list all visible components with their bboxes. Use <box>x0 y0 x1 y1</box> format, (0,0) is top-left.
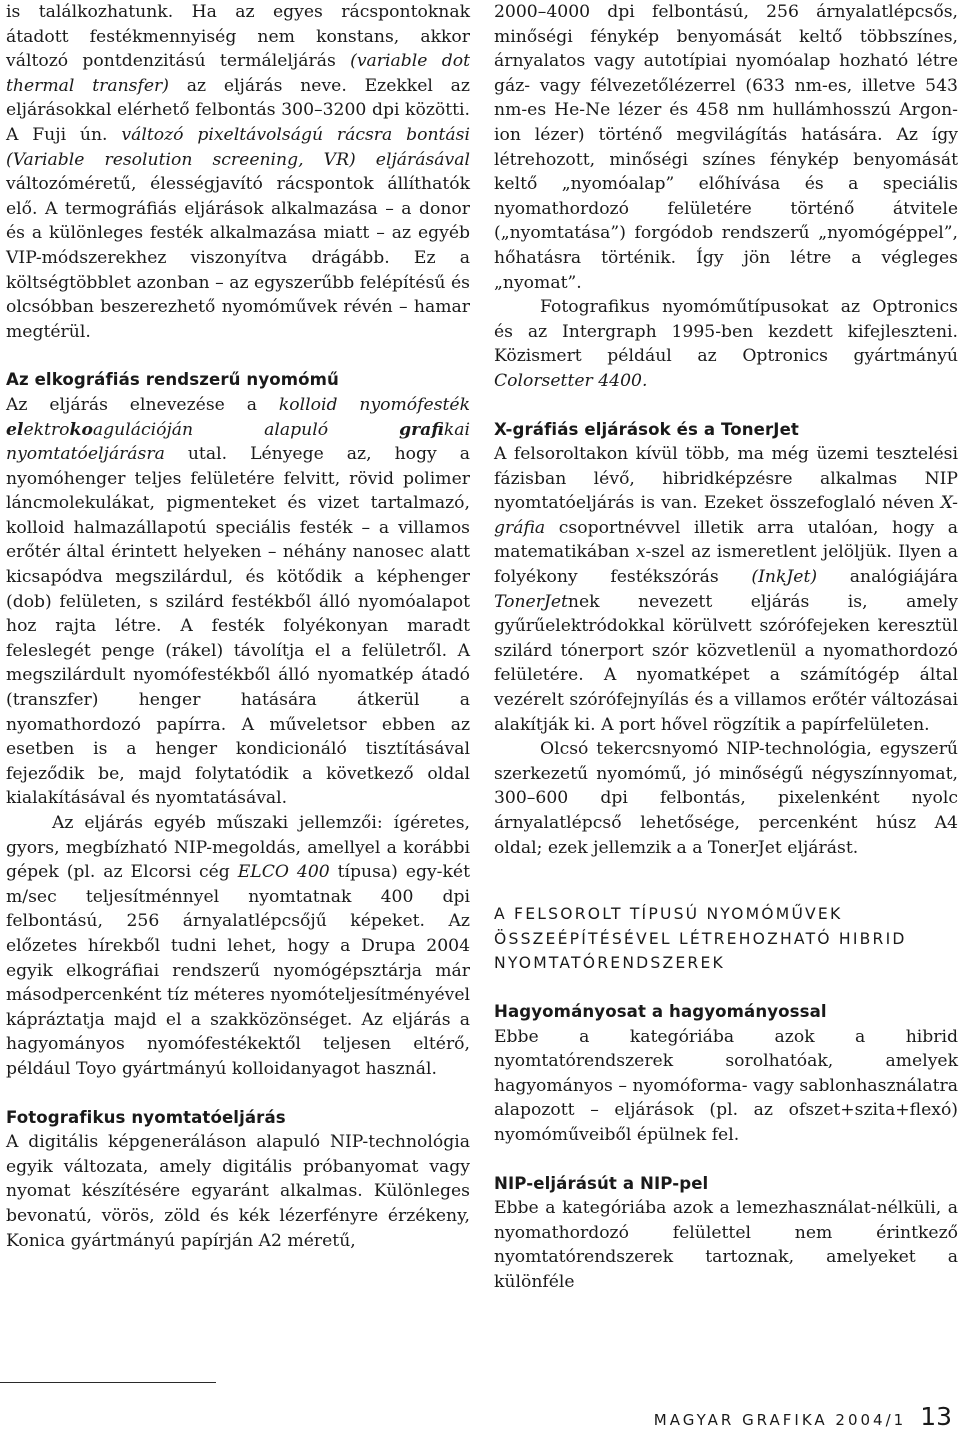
text-run: változóméretű, élességjavító rácspontok állíthatók elő. A termográfiás eljárások alkalmazása – a donor és a különleges festék alkalmazása miatt – az egyéb VIP-módszerekhez viszonyítva drágább. Ez a költségtöbblet azonban – az egyszerűbb felépítésű és olcsóbban beszerezhető nyomóművek révén – hamar megtérül. <box>6 174 470 342</box>
text-run-highlight: ko <box>69 419 93 440</box>
section-heading-hagyomanyos: Hagyományosat a hagyományossal <box>494 1001 827 1021</box>
text-run-highlight: grafi <box>399 419 444 440</box>
right-column <box>494 0 958 1295</box>
paragraph <box>6 393 470 811</box>
text-run-italic: (InkJet) <box>751 567 818 588</box>
text-run: Az eljárás egyéb műszaki jellemzői: ígéretes, gyors, megbízható NIP-megoldás, amellyel a korábbi gépek (pl. az Elcorsi cég <box>6 813 470 883</box>
section-heading-fotografikus: Fotografikus nyomtatóeljárás <box>6 1107 286 1127</box>
section-heading-xgrafia: X-gráfiás eljárások és a TonerJet <box>494 419 799 439</box>
paragraph <box>6 0 470 344</box>
text-run: nek nevezett eljárás is, amely gyűrűelektródokkal körülvett szórófejeken keresztül szilárd tónerport szór közvetlenül a nyomathordozó felületére. A nyomatképet a számítógép által vezérelt szórófejnyílás és a villamos erőtér változásai alakítják ki. A port hővel rögzítik a papírfelületen. <box>494 591 958 735</box>
text-run: típusa) egy-két m/sec teljesítménnyel nyomtatnak 400 dpi felbontású, 256 árnyalatlépcsőjű képeket. Az előzetes hírekből tudni lehet, hogy a Drupa 2004 egyik elkográfiai rendszerű nyomógépsztárja már másodpercenként tíz méteres nyomóteljesítményével kápráztatja majd el a szakközönséget. Az eljárás a hagyományos nyomófestékektől teljesen eltérő, például Toyo gyártmányú kolloidanyagot használ. <box>6 862 471 1079</box>
text-run: csoportnévvel illetik arra utalóan, hogy a matematikában <box>494 517 958 563</box>
page-number: 13 <box>920 1402 952 1431</box>
text-run: Fotografikus nyomóműtípusokat az Optronics és az Intergraph 1995-ben kezdett kifejleszteni. Közismert például az Optronics gyártmányú <box>494 297 958 367</box>
text-run: is találkozhatunk. Ha az egyes rácspontoknak átadott festékmennyiség nem konstans, akkor változó pontdenzitású termáleljárás <box>6 2 470 72</box>
text-run: Az eljárás elnevezése a <box>6 394 279 415</box>
text-run-italic: (variable dot thermal transfer) <box>6 51 470 96</box>
text-run-highlight: el <box>6 419 24 440</box>
paragraph: Ebbe a kategóriába azok a hibrid nyomtatórendszerek sorolhatóak, amelyek hagyományos – nyomóforma- vagy sablonhasználatra alapozott – eljárások (pl. az ofszet+szita+flexó) nyomóműveiből épülnek fel. <box>494 1026 958 1145</box>
text-run: analógiájára <box>817 567 958 588</box>
text-run-italic: TonerJet <box>494 591 568 612</box>
text-run: utal. Lényege az, hogy a nyomóhenger teljes felületére felvitt, rövid polimer láncmolekulákat, pigmenteket és vizet tartalmazó, kolloid halmazállapotú speciális festék – a villamos erőtér által érintett helyeken – néhány nanosec alatt kicsapódva megszilárdul, és kötődik a képhenger (dob) felületen, s szilárd festékből álló nyomóalapot hoz rajta létre. A festék folyékonyan maradt feleslegét penge (rákel) távolítja el a felületről. A megszilárdult nyomófestékből álló nyomatkép átadó (transzfer) henger hatására átkerül a nyomathordozó papírra. A műveletsor ebben az esetben is a henger kondicionáló tisztításával fejeződik be, majd folytatódik a következő oldal kialakításával és nyomtatásával. <box>6 444 470 809</box>
text-run: -szel az ismeretlent jelöljük. Ilyen a folyékony festékszórás <box>494 542 958 588</box>
section-heading-nip: NIP-eljárásút a NIP-pel <box>494 1173 709 1193</box>
paragraph: Olcsó tekercsnyomó NIP-technológia, egyszerű szerkezetű nyomómű, jó minőségű négyszínnyomat, 300–600 dpi felbontás, pixelenként nyolc árnyalatlépcső lehetősége, percenként húsz A4 oldal; ezek jellemzik a a TonerJet eljárást. <box>494 739 958 858</box>
paragraph <box>494 295 958 393</box>
text-run-italic: kai nyomtatóeljárásra <box>6 419 470 465</box>
text-run-italic: változó pixeltávolságú rácsra bontási (Variable resolution screening, VR) eljárásával <box>6 124 470 170</box>
text-run-italic: agulációján alapuló <box>92 419 400 440</box>
text-run-italic: ELCO 400 <box>237 862 330 883</box>
left-column <box>6 0 470 1253</box>
text-run-italic: ektro <box>23 419 70 440</box>
footer-rule <box>0 1382 216 1383</box>
paragraph <box>6 811 470 1082</box>
paragraph <box>494 442 958 737</box>
paragraph: 2000–4000 dpi felbontású, 256 árnyalatlépcsős, minőségi fénykép benyomását keltő többszínes, árnyalatos vagy autotípiai nyomóalap hozható létre gáz- vagy félvezetőlézerrel (633 nm-es, illetve 543 nm-es He-Ne lézer és 458 nm hullámhosszú Argon-ion lézer) történő megvilágítás hatására. Az így létrehozott, minőségi színes fénykép benyomását keltő „nyomóalap” előhívása és a speciális nyomathordozó felületére történő átvitele („nyomtatása”) forgódob rendszerű „nyomógéppel”, hőhatásra történik. Így jön létre a végleges „nyomat”. <box>494 2 958 293</box>
text-run: A felsoroltakon kívül több, ma még üzemi tesztelési fázisban lévő, hibridképzésre alkalmas NIP nyomtatóeljárás is van. Ezeket összefoglaló néven <box>494 444 958 514</box>
paragraph: Ebbe a kategóriába azok a lemezhasználat-nélküli, a nyomathordozó felülettel nem érintkező nyomtatórendszerek tartoznak, amelyeket a különféle <box>494 1198 958 1292</box>
text-run-italic: X-gráfia <box>494 493 958 538</box>
section-heading-hibrid: A FELSOROLT TÍPUSÚ NYOMÓMŰVEK ÖSSZEÉPÍTÉSÉVEL LÉTREHOZHATÓ HIBRID NYOMTATÓRENDSZEREK <box>494 905 907 973</box>
text-run: az eljárás neve. Ezekkel az eljárásokkal elérhető felbontás 300–3200 dpi közötti. A Fuji ún. <box>6 75 470 145</box>
paragraph: A digitális képgeneráláson alapuló NIP-technológia egyik változata, amely digitális próbanyomat vagy nyomat készítésére egyaránt alkalmas. Különleges bevonatú, vörös, zöld és kék lézerfényre érzékeny, Konica gyártmányú papírján A2 méretű, <box>6 1132 470 1251</box>
text-run-italic: Colorsetter 4400. <box>494 370 648 391</box>
publication-name: MAGYAR GRAFIKA 2004/1 <box>653 1411 907 1429</box>
text-run-italic: kolloid nyomófesték <box>278 394 471 415</box>
text-run-italic: x <box>635 542 646 563</box>
page-footer <box>654 1402 952 1431</box>
section-heading-elkografia: Az elkográfiás rendszerű nyomómű <box>6 370 339 390</box>
